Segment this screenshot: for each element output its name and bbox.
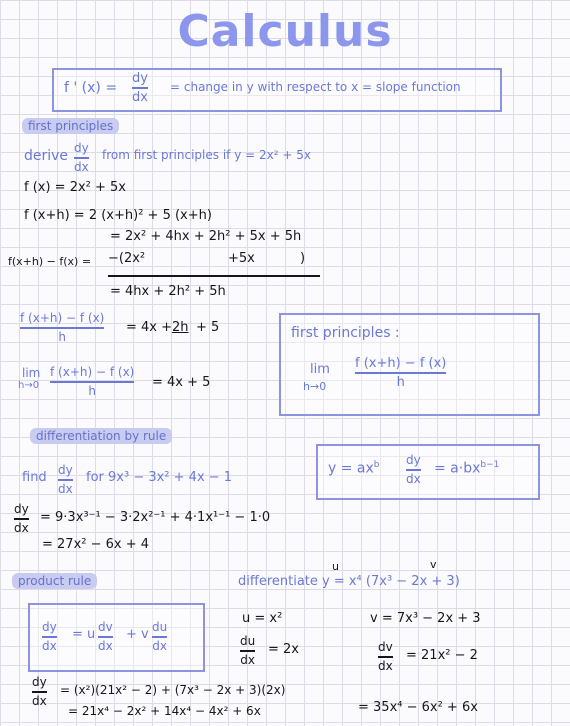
product-du-rhs: = 2x	[268, 642, 299, 657]
frac-bar	[20, 327, 104, 329]
product-rule-plus: + v	[126, 627, 149, 642]
frac-numerator: dy	[406, 453, 421, 467]
section-heading-differentiation-by-rule: differentiation by rule	[30, 428, 172, 444]
frac-numerator: dv	[98, 620, 113, 634]
diff-work-line-1: = 9·3x³⁻¹ − 3·2x²⁻¹ + 4·1x¹⁻¹ − 1·0	[40, 510, 271, 525]
subtraction-line	[108, 275, 320, 277]
fp-step-2: f (x+h) = 2 (x+h)² + 5 (x+h)	[24, 208, 212, 223]
product-result-line-2: = 21x⁴ − 2x² + 14x⁴ − 4x² + 6x	[68, 704, 261, 718]
product-task-v-label: v	[430, 558, 437, 571]
definition-lhs: f ' (x) =	[64, 80, 118, 96]
frac-bar	[240, 650, 255, 652]
frac-bar	[58, 479, 73, 481]
frac-numerator: f (x+h) − f (x)	[20, 311, 105, 325]
fp-step-7-rhs: = 4x + 5	[152, 375, 211, 390]
diff-work-fraction	[14, 502, 29, 536]
frac-numerator: dy	[132, 71, 148, 86]
fp-step-7-fraction	[50, 365, 134, 399]
frac-numerator: f (x+h) − f (x)	[355, 356, 447, 371]
fp-step-4-sub2: +5x	[228, 251, 255, 266]
product-rule-frac-3	[152, 620, 167, 654]
product-v-def: v = 7x³ − 2x + 3	[370, 611, 481, 626]
frac-denominator: h	[88, 383, 96, 398]
frac-denominator: dx	[58, 481, 73, 496]
fp-box-sub: h→0	[303, 380, 327, 393]
fp-step-4-close: )	[300, 251, 306, 266]
diff-task-prefix: find	[22, 470, 47, 485]
fp-box-fraction	[355, 356, 446, 390]
frac-numerator: dv	[378, 640, 393, 654]
frac-denominator: dx	[98, 638, 113, 653]
product-task: differentiate y = x⁴ (7x³ − 2x + 3)	[238, 574, 460, 589]
frac-numerator: dy	[42, 620, 57, 634]
product-dv-rhs: = 21x² − 2	[406, 648, 478, 663]
frac-bar	[152, 636, 167, 638]
frac-numerator: dy	[32, 675, 47, 689]
diff-task-suffix: for 9x³ − 3x² + 4x − 1	[86, 470, 233, 485]
product-result-line-1: = (x²)(21x² − 2) + (7x³ − 2x + 3)(2x)	[60, 683, 286, 697]
product-rule-frac-2	[98, 620, 113, 654]
fp-step-7-sub: h→0	[18, 380, 40, 391]
frac-bar	[378, 656, 393, 658]
diff-work-line-2: = 27x² − 6x + 4	[42, 537, 150, 552]
product-result-final: = 35x⁴ − 6x² + 6x	[358, 700, 478, 715]
frac-bar	[14, 518, 29, 520]
product-rule-mid: = u	[72, 627, 96, 642]
product-result-fraction	[32, 675, 47, 709]
product-u-def: u = x²	[242, 611, 283, 626]
rule-box-lhs-text: y = ax	[328, 460, 374, 477]
frac-bar	[132, 87, 148, 89]
frac-denominator: dx	[14, 520, 29, 535]
fp-step-6-rhs-a: = 4x +	[126, 320, 173, 335]
frac-numerator: dy	[14, 502, 29, 516]
frac-denominator: dx	[42, 638, 57, 653]
frac-bar	[42, 636, 57, 638]
fp-task-suffix: from first principles if y = 2x² + 5x	[102, 148, 311, 162]
fp-step-6-rhs-c: + 5	[196, 320, 220, 335]
rule-box-fraction	[406, 453, 421, 487]
product-rule-frac-1	[42, 620, 57, 654]
definition-rhs: = change in y with respect to x = slope function	[170, 80, 461, 94]
fp-task-prefix: derive	[24, 148, 69, 164]
page-title: Calculus	[177, 6, 393, 57]
frac-bar	[406, 469, 421, 471]
frac-denominator: h	[58, 329, 66, 344]
fp-step-4-sub: −(2x²	[108, 251, 146, 266]
frac-denominator: h	[396, 374, 405, 390]
frac-denominator: dx	[152, 638, 167, 653]
fp-step-4-lhs: f(x+h) − f(x) =	[8, 255, 92, 268]
product-task-u-label: u	[332, 560, 339, 573]
rule-box-lhs	[328, 460, 380, 477]
fp-step-6-rhs-b: 2h	[172, 320, 189, 335]
frac-numerator: dy	[58, 463, 73, 477]
section-heading-first-principles: first principles	[22, 118, 119, 134]
frac-numerator: du	[240, 634, 256, 648]
fp-step-7-lim: lim	[22, 366, 41, 380]
frac-bar	[50, 381, 134, 383]
fp-box-lim: lim	[310, 362, 330, 377]
frac-bar	[355, 372, 446, 374]
fp-step-5: = 4hx + 2h² + 5h	[110, 284, 226, 299]
fp-task-fraction	[74, 141, 89, 175]
rule-box-rhs	[434, 460, 499, 477]
frac-numerator: du	[152, 620, 168, 634]
frac-denominator: dx	[406, 471, 421, 486]
frac-bar	[98, 636, 113, 638]
frac-denominator: dx	[132, 89, 148, 105]
fp-step-1: f (x) = 2x² + 5x	[24, 180, 127, 195]
frac-denominator: dx	[32, 693, 47, 708]
rule-box-rhs-exp: b−1	[480, 460, 500, 470]
definition-fraction	[132, 71, 148, 105]
product-dv-fraction	[378, 640, 393, 674]
fp-step-3: = 2x² + 4hx + 2h² + 5x + 5h	[110, 229, 302, 244]
section-heading-product-rule: product rule	[12, 573, 97, 589]
frac-denominator: dx	[240, 652, 255, 667]
frac-denominator: dx	[378, 658, 393, 673]
rule-box-lhs-exp: b	[373, 460, 380, 470]
frac-denominator: dx	[74, 159, 89, 174]
fp-box-title: first principles :	[291, 325, 400, 341]
fp-step-6-fraction	[20, 311, 104, 345]
product-du-fraction	[240, 634, 255, 668]
frac-numerator: dy	[74, 141, 89, 155]
frac-numerator: f (x+h) − f (x)	[50, 365, 135, 379]
frac-bar	[74, 157, 89, 159]
frac-bar	[32, 691, 47, 693]
diff-task-fraction	[58, 463, 73, 497]
rule-box-rhs-text: = a·bx	[434, 460, 481, 477]
